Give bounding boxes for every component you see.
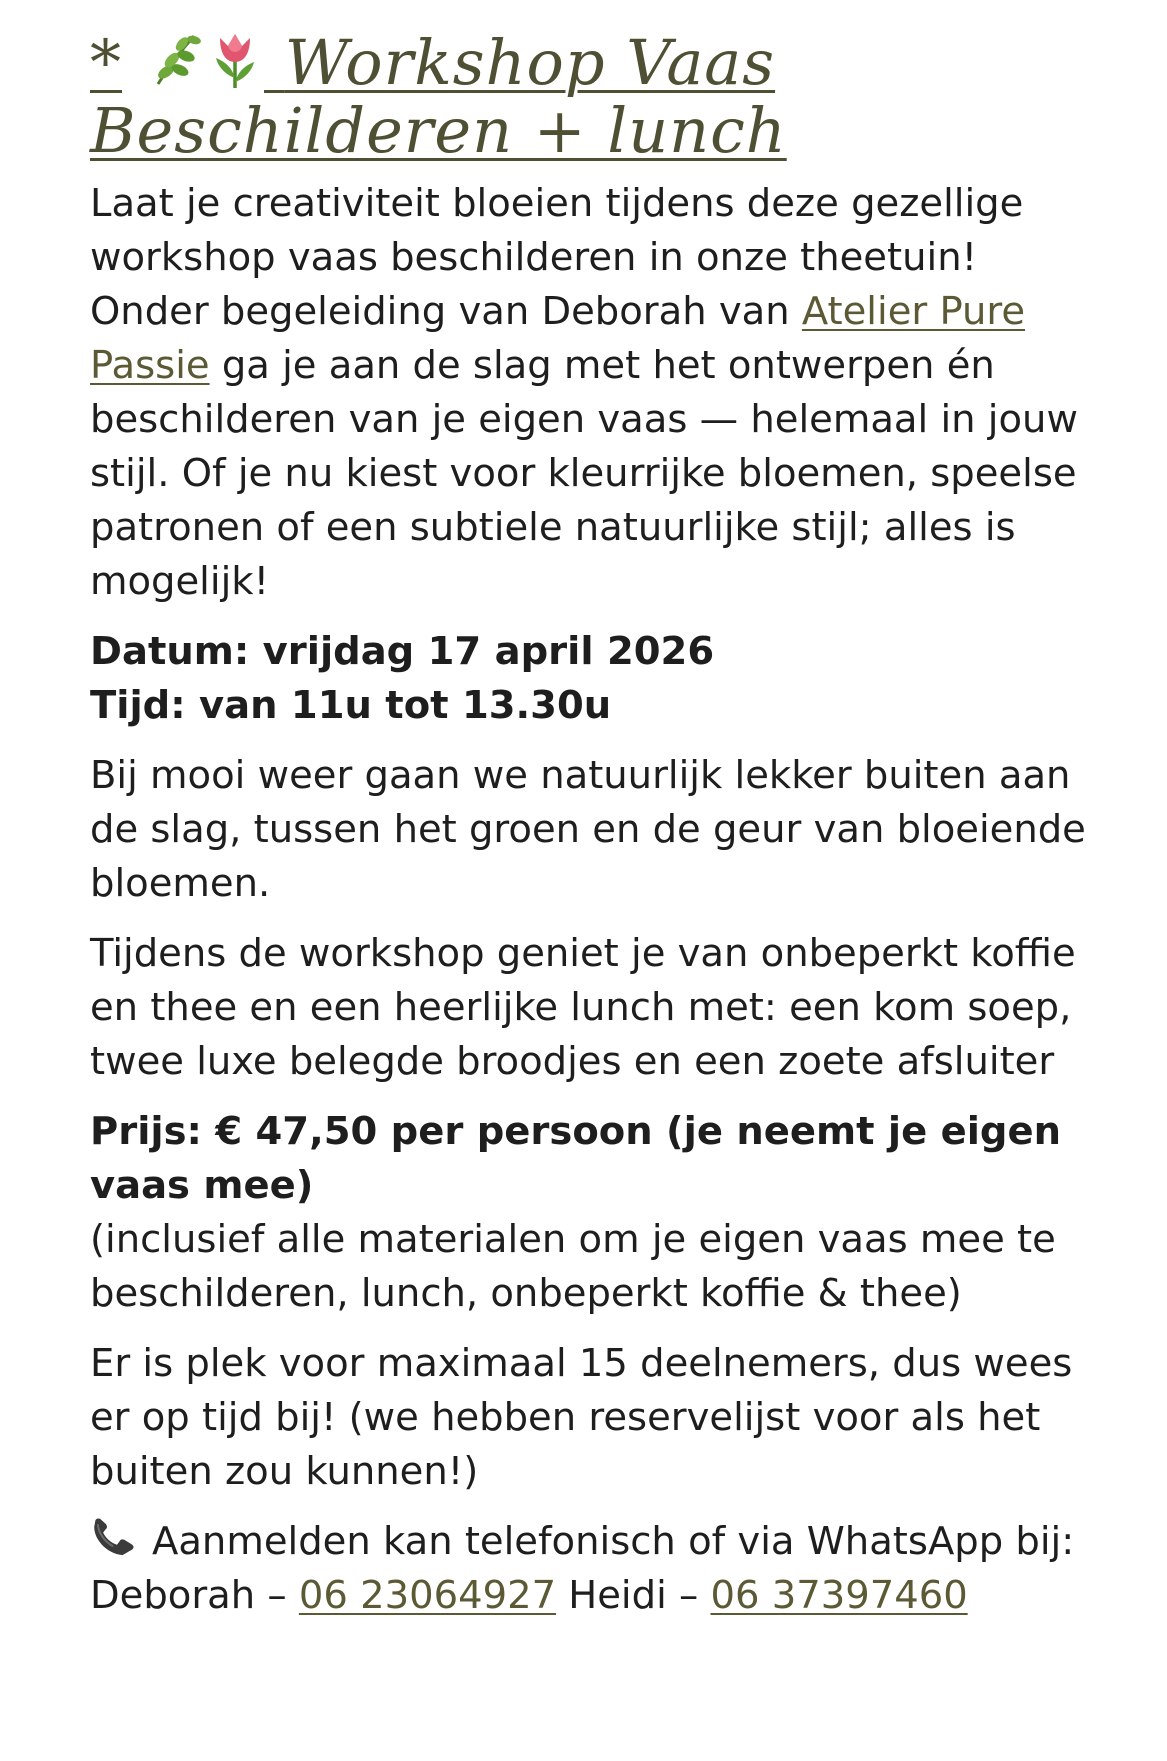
title-asterisk: * — [90, 26, 122, 99]
weather-paragraph: Bij mooi weer gaan we natuurlijk lekker buiten aan de slag, tussen het groen en de geur van bloeiende bloemen. — [90, 753, 1086, 906]
price-block — [90, 1105, 1090, 1321]
event-date: Datum: vrijdag 17 april 2026 — [90, 629, 715, 674]
event-details — [90, 625, 1090, 733]
signup-text: Aanmelden kan telefonisch of via WhatsApp bij: Deborah – — [90, 1519, 1075, 1618]
signup-paragraph — [90, 1515, 1090, 1623]
telephone-receiver-icon — [90, 1516, 140, 1560]
tulip-icon — [206, 28, 264, 90]
price-note: (inclusief alle materialen om je eigen vaas mee te beschilderen, lunch, onbeperkt koffie & thee) — [90, 1217, 1056, 1316]
herb-icon — [148, 28, 206, 90]
intro-text-part2: ga je aan de slag met het ontwerpen én beschilderen van je eigen vaas — helemaal in jouw stijl. Of je nu kiest voor kleurrijke bloemen, speelse patronen of een subtiele natuurlijke stijl; alles is mogelijk! — [90, 343, 1078, 604]
phone-link-deborah[interactable]: 06 23064927 — [298, 1573, 557, 1618]
intro-paragraph — [90, 177, 1090, 609]
capacity-paragraph: Er is plek voor maximaal 15 deelnemers, dus wees er op tijd bij! (we hebben reservelijst voor als het buiten zou kunnen!) — [90, 1341, 1073, 1494]
phone-link-heidi[interactable]: 06 37397460 — [710, 1573, 968, 1618]
page-title — [90, 28, 1090, 165]
price-line: Prijs: € 47,50 per persoon (je neemt je eigen vaas mee) — [90, 1109, 1061, 1208]
signup-between: Heidi – — [556, 1573, 711, 1618]
lunch-paragraph: Tijdens de workshop geniet je van onbeperkt koffie en thee en een heerlijke lunch met: een kom soep, twee luxe belegde broodjes en een zoete afsluiter — [90, 931, 1076, 1084]
atelier-pure-passie-link[interactable]: Atelier Pure Passie — [90, 289, 1026, 388]
intro-text-part1: Laat je creativiteit bloeien tijdens deze gezellige workshop vaas beschilderen in onze theetuin! Onder begeleiding van Deborah van — [90, 181, 1024, 334]
workshop-article — [90, 28, 1090, 1623]
title-text: Workshop Vaas Beschilderen + lunch — [90, 26, 787, 167]
event-time: Tijd: van 11u tot 13.30u — [90, 683, 612, 728]
